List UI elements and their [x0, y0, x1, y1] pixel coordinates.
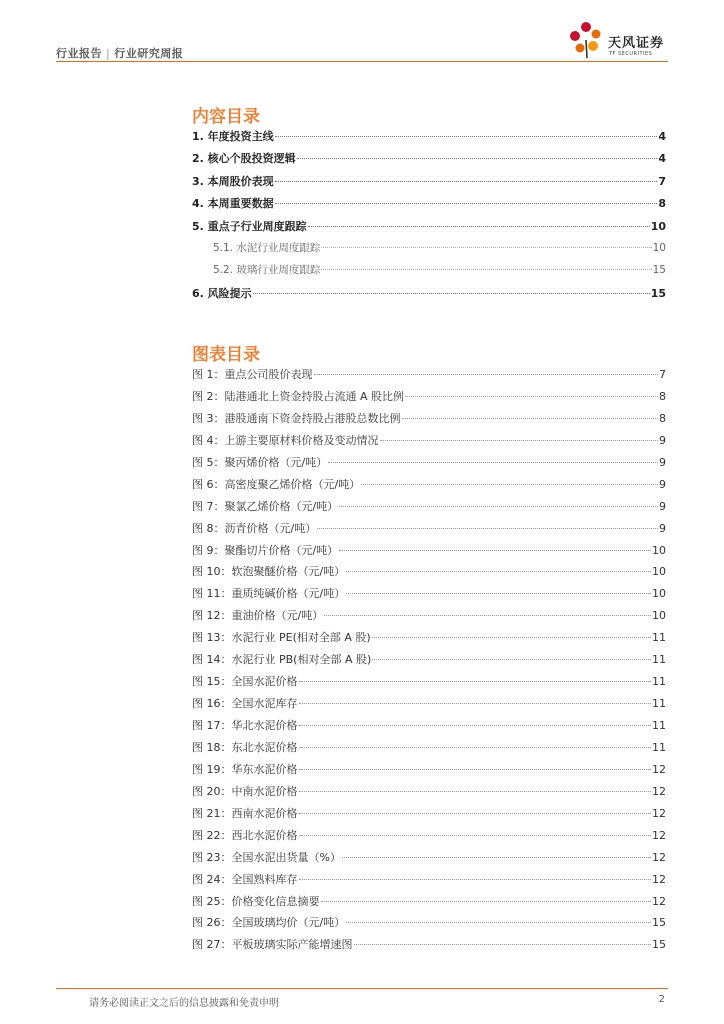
- figure-entry[interactable]: [192, 871, 666, 893]
- dot-leader: [317, 528, 658, 529]
- entry-page-number: 12: [652, 784, 666, 798]
- toc-entry[interactable]: [192, 218, 666, 240]
- dot-leader: [299, 879, 652, 880]
- figure-entry[interactable]: [192, 936, 666, 958]
- entry-page-number: 9: [659, 455, 666, 469]
- entry-label: 图 11：重质纯碱价格（元/吨）: [192, 587, 346, 601]
- entry-label: 图 22：西北水泥价格: [192, 828, 298, 842]
- entry-label: 图 19：华东水泥价格: [192, 762, 298, 776]
- list-of-figures: [192, 366, 666, 958]
- entry-page-number: 10: [650, 219, 666, 233]
- dot-leader: [342, 857, 651, 858]
- dot-leader: [321, 247, 651, 248]
- entry-page-number: 9: [659, 477, 666, 491]
- dot-leader: [346, 571, 651, 572]
- figure-entry[interactable]: [192, 520, 666, 542]
- dot-leader: [372, 659, 651, 660]
- entry-page-number: 4: [658, 130, 666, 143]
- entry-label: 图 8：沥青价格（元/吨）: [192, 521, 317, 535]
- entry-page-number: 9: [659, 521, 666, 535]
- entry-label: 图 26：全国玻璃均价（元/吨）: [192, 916, 346, 930]
- entry-page-number: 8: [659, 411, 666, 425]
- entry-page-number: 9: [659, 433, 666, 447]
- entry-page-number: 11: [652, 631, 666, 645]
- entry-label: 5.2. 玻璃行业周度跟踪: [213, 264, 321, 277]
- report-type: 行业报告: [56, 47, 102, 60]
- figure-entry[interactable]: [192, 585, 666, 607]
- dot-leader: [299, 747, 652, 748]
- dot-leader: [324, 615, 651, 616]
- entry-label: 图 18：东北水泥价格: [192, 740, 298, 754]
- entry-page-number: 11: [652, 719, 666, 732]
- entry-label: 图 10：软泡聚醚价格（元/吨）: [192, 565, 346, 579]
- entry-label: 图 14：水泥行业 PB(相对全部 A 股): [192, 653, 372, 667]
- entry-label: 图 4：上游主要原材料价格及变动情况: [192, 433, 379, 447]
- report-subtype: 行业研究周报: [114, 47, 184, 60]
- page-number: 2: [658, 994, 665, 1005]
- figure-entry[interactable]: [192, 454, 666, 476]
- entry-page-number: 4: [658, 152, 666, 166]
- figure-entry[interactable]: [192, 783, 666, 805]
- dot-leader: [361, 484, 658, 485]
- figure-entry[interactable]: [192, 563, 666, 585]
- figure-entry[interactable]: [192, 673, 666, 695]
- dot-leader: [321, 269, 651, 270]
- entry-page-number: 10: [652, 241, 666, 254]
- entry-label: 图 13：水泥行业 PE(相对全部 A 股): [192, 631, 371, 645]
- entry-label: 图 23：全国水泥出货量（%）: [192, 850, 341, 864]
- figure-entry[interactable]: [192, 827, 666, 849]
- report-category: [56, 45, 183, 61]
- dot-leader: [339, 506, 658, 507]
- header-divider: [56, 61, 668, 62]
- entry-page-number: 15: [652, 916, 666, 930]
- figure-entry[interactable]: [192, 432, 666, 454]
- dot-leader: [299, 725, 652, 726]
- dot-leader: [346, 593, 651, 594]
- toc-entry[interactable]: [192, 173, 666, 195]
- entry-label: 图 7：聚氯乙烯价格（元/吨）: [192, 499, 339, 513]
- page-header: [0, 0, 724, 62]
- dot-leader: [299, 769, 652, 770]
- entry-page-number: 10: [652, 587, 666, 601]
- entry-label: 图 25：价格变化信息摘要: [192, 894, 320, 908]
- entry-label: 图 5：聚丙烯价格（元/吨）: [192, 455, 328, 469]
- entry-label: 1. 年度投资主线: [192, 130, 274, 143]
- figure-entry[interactable]: [192, 498, 666, 520]
- dot-leader: [299, 813, 652, 814]
- brand-logo: [566, 20, 676, 60]
- dot-leader: [299, 703, 652, 704]
- entry-label: 3. 本周股价表现: [192, 174, 274, 188]
- dot-leader: [299, 681, 652, 682]
- entry-page-number: 8: [658, 197, 666, 211]
- dot-leader: [299, 791, 652, 792]
- figure-entry[interactable]: [192, 410, 666, 432]
- toc-entry[interactable]: [192, 195, 666, 217]
- entry-page-number: 11: [652, 740, 666, 754]
- figure-entry[interactable]: [192, 893, 666, 915]
- entry-page-number: 10: [652, 543, 666, 557]
- footer-divider: [56, 988, 668, 989]
- figure-entry[interactable]: [192, 651, 666, 673]
- dot-leader: [314, 374, 659, 375]
- entry-page-number: 12: [652, 872, 666, 886]
- entry-label: 5. 重点子行业周度跟踪: [192, 219, 307, 233]
- entry-page-number: 10: [652, 565, 666, 579]
- entry-page-number: 7: [659, 368, 666, 381]
- entry-label: 5.1. 水泥行业周度跟踪: [213, 241, 321, 254]
- entry-label: 图 21：西南水泥价格: [192, 806, 298, 820]
- dot-leader: [299, 835, 652, 836]
- entry-page-number: 12: [652, 828, 666, 842]
- entry-label: 图 20：中南水泥价格: [192, 784, 298, 798]
- entry-label: 图 16：全国水泥库存: [192, 697, 298, 711]
- entry-label: 图 3：港股通南下资金持股占港股总数比例: [192, 411, 401, 425]
- entry-label: 图 17：华北水泥价格: [192, 719, 298, 732]
- toc-entry[interactable]: [192, 285, 666, 307]
- brand-name: 天风证券: [608, 36, 665, 51]
- dot-leader: [346, 922, 651, 923]
- entry-page-number: 11: [652, 675, 666, 689]
- entry-page-number: 12: [652, 894, 666, 908]
- entry-page-number: 12: [652, 762, 666, 776]
- figure-entry[interactable]: [192, 739, 666, 761]
- dot-leader: [321, 901, 652, 902]
- dot-leader: [339, 550, 651, 551]
- entry-page-number: 15: [652, 264, 666, 277]
- figure-entry[interactable]: [192, 629, 666, 651]
- entry-label: 图 24：全国熟料库存: [192, 872, 298, 886]
- figure-entry[interactable]: [192, 761, 666, 783]
- footer-disclaimer: 请务必阅读正文之后的信息披露和免责申明: [89, 998, 279, 1009]
- entry-page-number: 12: [652, 850, 666, 864]
- figure-entry[interactable]: [192, 366, 666, 388]
- figure-entry[interactable]: [192, 695, 666, 717]
- header-separator: |: [106, 47, 111, 60]
- table-of-contents: [192, 128, 666, 307]
- dot-leader: [275, 181, 658, 182]
- toc-entry[interactable]: [192, 262, 666, 284]
- figure-entry[interactable]: [192, 476, 666, 498]
- flower-logo-icon: [566, 20, 606, 60]
- figure-entry[interactable]: [192, 805, 666, 827]
- entry-label: 2. 核心个股投资逻辑: [192, 152, 296, 166]
- entry-label: 图 27：平板玻璃实际产能增速图: [192, 938, 353, 952]
- entry-page-number: 7: [658, 174, 666, 188]
- dot-leader: [405, 396, 658, 397]
- dot-leader: [354, 944, 652, 945]
- entry-label: 图 2：陆港通北上资金持股占流通 A 股比例: [192, 389, 405, 403]
- entry-page-number: 11: [652, 697, 666, 711]
- entry-page-number: 8: [659, 389, 666, 403]
- figure-entry[interactable]: [192, 388, 666, 410]
- entry-page-number: 11: [652, 653, 666, 667]
- figure-entry[interactable]: [192, 542, 666, 564]
- dot-leader: [402, 418, 659, 419]
- entry-label: 6. 风险提示: [192, 286, 252, 300]
- entry-label: 图 1：重点公司股价表现: [192, 368, 313, 381]
- entry-page-number: 15: [650, 286, 666, 300]
- toc-entry[interactable]: [192, 128, 666, 150]
- figures-title: 图表目录: [192, 345, 260, 365]
- figure-entry[interactable]: [192, 914, 666, 936]
- dot-leader: [253, 293, 650, 294]
- entry-page-number: 9: [659, 499, 666, 513]
- brand-sub: TF SECURITIES: [609, 51, 653, 57]
- figure-entry[interactable]: [192, 717, 666, 739]
- dot-leader: [297, 158, 658, 159]
- dot-leader: [275, 136, 658, 137]
- toc-entry[interactable]: [192, 150, 666, 172]
- dot-leader: [372, 637, 651, 638]
- entry-label: 图 9：聚酯切片价格（元/吨）: [192, 543, 339, 557]
- entry-page-number: 15: [652, 938, 666, 952]
- toc-title: 内容目录: [192, 107, 260, 127]
- dot-leader: [308, 226, 650, 227]
- entry-page-number: 10: [652, 609, 666, 623]
- entry-label: 4. 本周重要数据: [192, 197, 274, 211]
- dot-leader: [275, 203, 658, 204]
- entry-label: 图 6：高密度聚乙烯价格（元/吨）: [192, 477, 361, 491]
- dot-leader: [328, 462, 658, 463]
- entry-page-number: 12: [652, 806, 666, 820]
- entry-label: 图 15：全国水泥价格: [192, 675, 298, 689]
- figure-entry[interactable]: [192, 607, 666, 629]
- toc-entry[interactable]: [192, 240, 666, 262]
- figure-entry[interactable]: [192, 849, 666, 871]
- dot-leader: [380, 440, 659, 441]
- entry-label: 图 12：重油价格（元/吨）: [192, 609, 324, 623]
